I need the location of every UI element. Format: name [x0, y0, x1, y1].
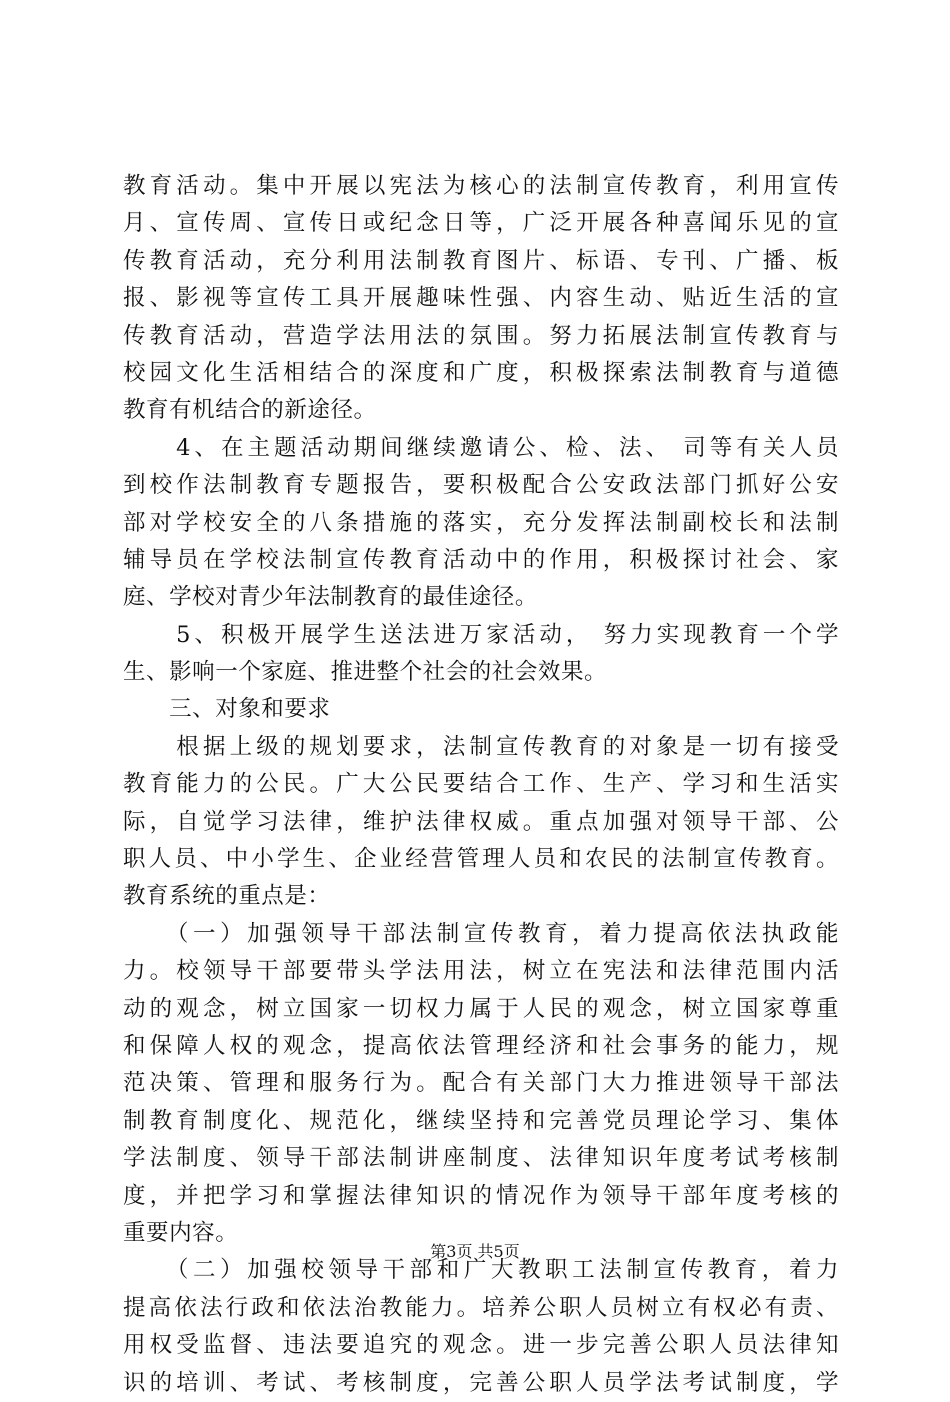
- text-line: 月、宣传周、宣传日或纪念日等，广泛开展各种喜闻乐见的宣: [123, 210, 839, 237]
- text-line: （二）加强校领导干部和广大教职工法制宣传教育，着力: [123, 1257, 839, 1284]
- text-line: 教育系统的重点是：: [123, 883, 331, 910]
- text-line: 教育有机结合的新途径。: [123, 397, 377, 424]
- text-line: 际，自觉学习法律，维护法律权威。重点加强对领导干部、公: [123, 808, 839, 835]
- text-line: 学法制度、领导干部法制讲座制度、法律知识年度考试考核制: [123, 1145, 839, 1172]
- text-line: 重要内容。: [123, 1219, 239, 1246]
- text-line: 制教育制度化、规范化，继续坚持和完善党员理论学习、集体: [123, 1107, 839, 1134]
- text-line: 度，并把学习和掌握法律知识的情况作为领导干部年度考核的: [123, 1182, 839, 1209]
- text-line: 和保障人权的观念，提高依法管理经济和社会事务的能力，规: [123, 1032, 839, 1059]
- text-line: （一）加强领导干部法制宣传教育，着力提高依法执政能: [123, 920, 839, 947]
- text-line: 职人员、中小学生、企业经营管理人员和农民的法制宣传教育。: [123, 846, 839, 873]
- text-line: 动的观念，树立国家一切权力属于人民的观念，树立国家尊重: [123, 995, 839, 1022]
- text-line: 提高依法行政和依法治教能力。培养公职人员树立有权必有责、: [123, 1294, 839, 1321]
- text-line: 庭、学校对青少年法制教育的最佳途径。: [123, 584, 538, 611]
- text-line: 用权受监督、违法要追究的观念。进一步完善公职人员法律知: [123, 1332, 839, 1359]
- text-line: 4、在主题活动期间继续邀请公、检、法、 司等有关人员: [123, 434, 839, 461]
- page-footer: 第3页 共5页: [430, 1242, 520, 1261]
- text-line: 教育活动。集中开展以宪法为核心的法制宣传教育，利用宣传: [123, 173, 839, 199]
- text-line: 生、影响一个家庭、推进整个社会的社会效果。: [123, 659, 608, 686]
- text-line: 报、影视等宣传工具开展趣味性强、内容生动、贴近生活的宣: [123, 285, 839, 312]
- text-line: 部对学校安全的八条措施的落实，充分发挥法制副校长和法制: [123, 509, 839, 536]
- text-line: 根据上级的规划要求，法制宣传教育的对象是一切有接受: [123, 733, 839, 760]
- document-body: [123, 168, 839, 1402]
- text-line: 力。校领导干部要带头学法用法，树立在宪法和法律范围内活: [123, 958, 839, 985]
- text-line: 教育能力的公民。广大公民要结合工作、生产、学习和生活实: [123, 771, 839, 798]
- text-line: 5、积极开展学生送法进万家活动， 努力实现教育一个学: [123, 621, 839, 648]
- text-line: 识的培训、考试、考核制度，完善公职人员学法考试制度，学: [123, 1369, 839, 1396]
- text-line: 到校作法制教育专题报告，要积极配合公安政法部门抓好公安: [123, 472, 839, 499]
- text-line: 辅导员在学校法制宣传教育活动中的作用，积极探讨社会、家: [123, 546, 839, 573]
- text-line: 三、对象和要求: [123, 696, 331, 723]
- text-line: 传教育活动，充分利用法制教育图片、标语、专刊、广播、板: [123, 247, 839, 274]
- text-line: 校园文化生活相结合的深度和广度，积极探索法制教育与道德: [123, 359, 839, 386]
- text-line: 范决策、管理和服务行为。配合有关部门大力推进领导干部法: [123, 1070, 839, 1097]
- text-line: 传教育活动，营造学法用法的氛围。努力拓展法制宣传教育与: [123, 322, 839, 349]
